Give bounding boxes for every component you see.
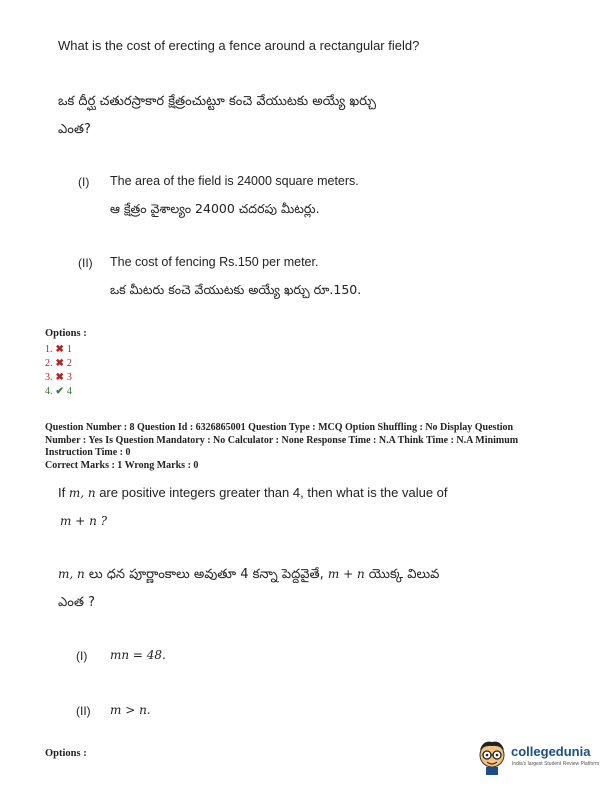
question-8-meta: Question Number : 8 Question Id : 6326865001 Question Type : MCQ Option Shuffling : No Display Question Number : Yes Is Question Mandatory : No Calculator : None Response Time : N.A Think Time : N.A Minimum Instruction Time : 0 Correct Marks : 1 Wrong Marks : 0 — [45, 422, 519, 471]
logo-tagline: India's largest Student Review Platform — [512, 761, 600, 767]
option-4-correct[interactable]: 4. ✔ 4 — [45, 386, 72, 397]
option-3[interactable]: 3. ✖ 3 — [45, 372, 72, 383]
q8-options-title: Options : — [45, 748, 87, 759]
option-2[interactable]: 2. ✖ 2 — [45, 358, 72, 369]
q8-statement-2-math: m > n. — [110, 703, 151, 717]
option-1[interactable]: 1. ✖ 1 — [45, 344, 72, 355]
collegedunia-logo — [475, 738, 605, 778]
statement-2-telugu: ఒక మీటరు కంచె వేయుటకు అయ్యే ఖర్చు రూ.150. — [110, 282, 362, 297]
check-icon: ✔ — [55, 386, 64, 397]
statement-2-english: The cost of fencing Rs.150 per meter. — [110, 255, 319, 269]
q8-statement-2-number: (II) — [76, 704, 91, 718]
statement-1-english: The area of the field is 24000 square meters. — [110, 174, 359, 188]
statement-1-number: (I) — [78, 175, 90, 189]
q8-statement-1-math: mn = 48. — [110, 648, 166, 662]
options-title: Options : — [45, 328, 87, 339]
options-list — [45, 343, 72, 399]
question-8-english-line1: If m, n are positive integers greater than 4, then what is the value of — [58, 485, 448, 500]
question-7-telugu-line1: ఒక దీర్ఘ చతురస్రాకార క్షేత్రంచుట్టూ కంచె వేయుటకు అయ్యే ఖర్చు — [58, 94, 377, 109]
q8-statement-1-number: (I) — [76, 649, 88, 663]
statement-2-number: (II) — [78, 256, 93, 270]
question-7-english: What is the cost of erecting a fence around a rectangular field? — [58, 38, 420, 53]
question-8-telugu-line1: m, n లు ధన పూర్ణాంకాలు అవుతూ 4 కన్నా పెద్దవైతే, m + n యొక్క విలువ — [58, 567, 440, 582]
statement-1-telugu: ఆ క్షేత్రం వైశాల్యం 24000 చదరపు మీటర్లు. — [110, 201, 320, 216]
wrong-icon: ✖ — [55, 344, 64, 355]
question-7-telugu-line2: ఎంత? — [58, 122, 91, 137]
logo-name: collegedunia — [511, 744, 591, 759]
wrong-icon: ✖ — [55, 372, 64, 383]
mascot-icon — [475, 738, 509, 776]
question-8-telugu-line2: ఎంత ? — [58, 595, 95, 610]
wrong-icon: ✖ — [55, 358, 64, 369]
question-8-english-line2: m + n ? — [60, 514, 108, 528]
